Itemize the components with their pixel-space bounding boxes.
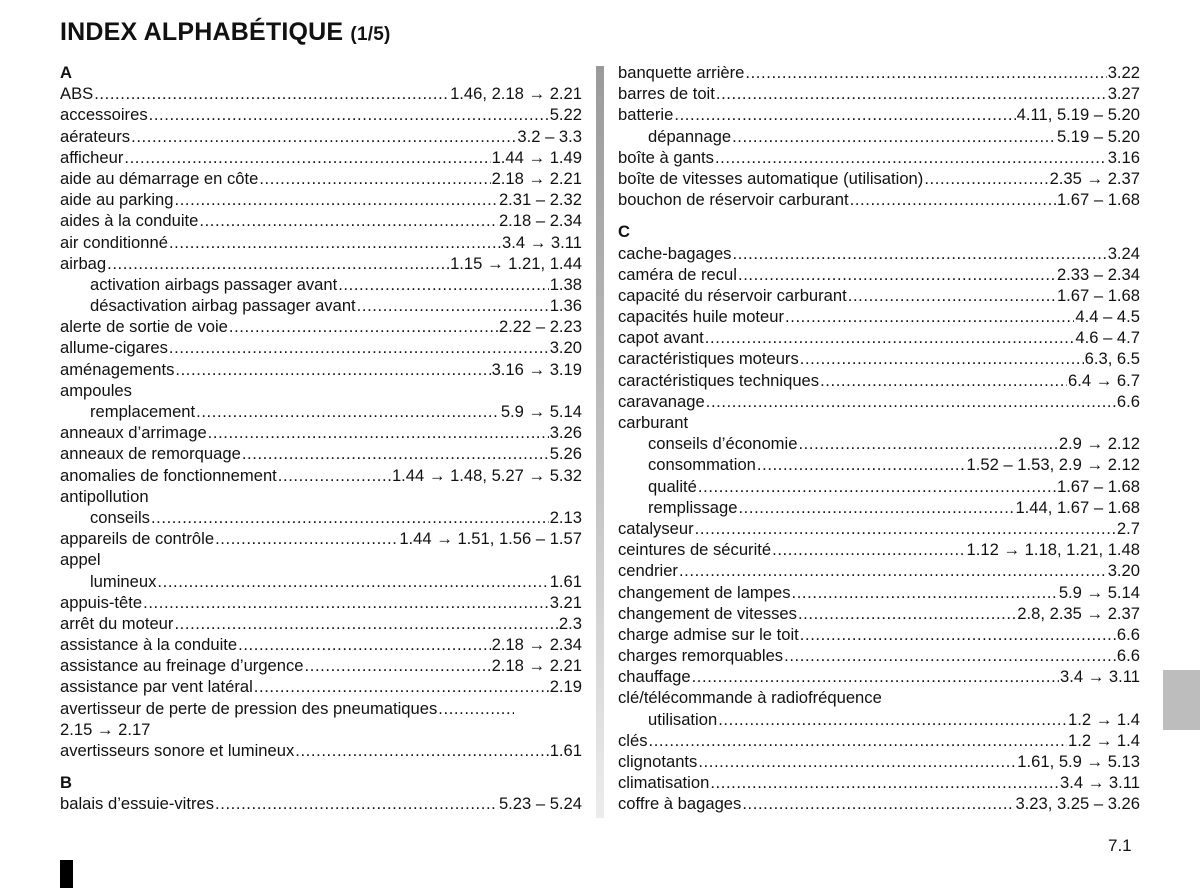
entry-term: conseils (90, 507, 150, 527)
entry-pages: 2.31 – 2.32 (498, 190, 582, 210)
index-subentry (618, 476, 1140, 497)
dot-leader (798, 433, 1057, 454)
entry-pages: 3.20 (1107, 561, 1140, 581)
entry-pages: 1.2 → 1.4 (1068, 730, 1140, 750)
column-divider (596, 66, 604, 818)
dot-leader (94, 83, 449, 104)
entry-term: assistance au freinage d’urgence (60, 656, 304, 676)
entry-pages: 3.20 (549, 338, 582, 358)
entry-term: banquette arrière (618, 63, 745, 82)
entry-pages: 3.16 → 3.19 (491, 359, 582, 379)
dot-leader (278, 465, 391, 486)
entry-pages: 1.67 – 1.68 (1056, 476, 1140, 496)
entry-term: afficheur (60, 147, 124, 167)
entry-pages: 1.15 → 1.21, 1.44 (450, 253, 582, 273)
dot-leader (649, 730, 1068, 751)
entry-term: batterie (618, 105, 674, 125)
index-subentry (60, 295, 582, 316)
entry-pages: 1.44 → 1.49 (491, 147, 582, 167)
dot-leader (745, 62, 1106, 83)
dot-leader (149, 104, 549, 125)
section-letter (60, 62, 582, 83)
entry-pages: 1.67 – 1.68 (1056, 285, 1140, 305)
dot-leader (732, 243, 1106, 264)
entry-pages: 2.9 → 2.12 (1058, 434, 1140, 454)
dot-leader (169, 337, 549, 358)
dot-leader (259, 168, 490, 189)
index-subentry (618, 433, 1140, 454)
index-entry (60, 549, 582, 570)
entry-term: cendrier (618, 561, 678, 581)
dot-leader (174, 613, 557, 634)
index-subentry (618, 126, 1140, 147)
entry-term: climatisation (618, 773, 710, 793)
entry-term: changement de lampes (618, 582, 791, 602)
index-entry (60, 189, 582, 210)
entry-pages: 5.9 → 5.14 (500, 402, 582, 421)
dot-leader (157, 571, 548, 592)
entry-pages: 2.18 → 2.21 (491, 656, 582, 676)
index-entry (60, 422, 582, 443)
index-entry (618, 603, 1140, 624)
entry-pages: 4.11, 5.19 – 5.20 (1016, 105, 1140, 125)
entry-term: allume-cigares (60, 338, 168, 358)
dot-leader (338, 274, 548, 295)
entry-pages: 1.2 → 1.4 (1068, 709, 1140, 729)
entry-pages: 2.22 – 2.23 (498, 317, 582, 337)
index-entry (618, 391, 1140, 412)
dot-leader (196, 401, 500, 422)
dot-leader (208, 422, 549, 443)
dot-leader (848, 285, 1056, 306)
entry-term: charges remorquables (618, 646, 784, 666)
dot-leader (131, 126, 516, 147)
dot-leader (679, 560, 1107, 581)
entry-term: aides à la conduite (60, 211, 199, 231)
entry-term: capacités huile moteur (618, 307, 785, 327)
entry-pages: 1.61, 5.9 → 5.13 (1017, 752, 1140, 771)
index-entry (618, 306, 1140, 327)
entry-term: boîte de vitesses automatique (utilisation) (618, 168, 924, 188)
dot-leader (357, 295, 549, 316)
title-text: INDEX ALPHABÉTIQUE (60, 18, 344, 46)
entry-term: appel (60, 550, 101, 570)
entry-term: anomalies de fonctionnement (60, 465, 277, 485)
dot-leader (438, 698, 514, 719)
dot-leader (792, 582, 1058, 603)
dot-leader (695, 518, 1116, 539)
entry-term: caractéristiques moteurs (618, 349, 799, 369)
entry-pages: 1.44 → 1.48, 5.27 → 5.32 (391, 465, 582, 485)
dot-leader (242, 443, 549, 464)
entry-term: accessoires (60, 105, 148, 125)
index-entry (60, 613, 582, 634)
dot-leader (698, 476, 1056, 497)
index-subentry (60, 401, 582, 422)
index-entry (618, 104, 1140, 125)
dot-leader (305, 655, 491, 676)
entry-term: anneaux d’arrimage (60, 423, 207, 443)
entry-term: aménagements (60, 359, 175, 379)
entry-term: désactivation airbag passager avant (90, 296, 356, 316)
entry-pages: 1.61 (549, 571, 582, 591)
index-subentry (618, 709, 1140, 730)
dot-leader (800, 348, 1084, 369)
index-entry (60, 719, 582, 740)
index-entry (618, 793, 1140, 814)
entry-term: 2.15 → 2.17 (60, 719, 151, 739)
entry-term: arrêt du moteur (60, 613, 174, 633)
index-subentry (60, 507, 582, 528)
entry-term: bouchon de réservoir carburant (618, 190, 849, 210)
dot-leader (738, 264, 1056, 285)
entry-pages: 5.22 (549, 105, 582, 125)
entry-term: boîte à gants (618, 147, 714, 167)
index-entry (60, 793, 582, 814)
entry-pages: 3.21 (549, 592, 582, 612)
index-entry (618, 624, 1140, 645)
entry-term: carburant (618, 413, 689, 432)
index-subentry (618, 497, 1140, 518)
index-entry (618, 62, 1140, 83)
index-entry (60, 147, 582, 168)
index-entry (618, 730, 1140, 751)
index-entry (618, 285, 1140, 306)
dot-leader (124, 147, 490, 168)
page-number: 7.1 (1108, 836, 1132, 855)
entry-pages: 1.36 (549, 296, 582, 316)
entry-pages: 6.6 (1116, 646, 1140, 666)
entry-term: avertisseur de perte de pression des pneumatiques (60, 698, 438, 718)
index-entry (60, 740, 582, 761)
dot-leader (151, 507, 549, 528)
dot-leader (107, 253, 449, 274)
entry-pages: 1.52 – 1.53, 2.9 → 2.12 (966, 455, 1140, 475)
index-entry (60, 634, 582, 655)
entry-term: barres de toit (618, 84, 715, 104)
index-entry (60, 359, 582, 380)
entry-term: antipollution (60, 486, 149, 506)
index-entry (60, 592, 582, 613)
entry-pages: 6.3, 6.5 (1084, 349, 1140, 369)
dot-leader (732, 126, 1056, 147)
dot-leader (820, 370, 1067, 391)
index-entry (60, 698, 582, 719)
entry-pages: 1.67 – 1.68 (1056, 190, 1140, 210)
entry-pages: 6.4 → 6.7 (1068, 370, 1140, 390)
dot-leader (199, 210, 498, 231)
dot-leader (674, 104, 1015, 125)
entry-term: clé/télécommande à radiofréquence (618, 688, 882, 708)
dot-leader (692, 666, 1059, 687)
index-entry (618, 327, 1140, 348)
dot-leader (738, 497, 1014, 518)
index-entry (618, 348, 1140, 369)
index-entry (618, 582, 1140, 603)
entry-pages: 4.4 – 4.5 (1075, 307, 1140, 327)
section-letter-label: A (60, 63, 72, 82)
index-entry (618, 666, 1140, 687)
dot-leader (757, 454, 966, 475)
index-subentry (60, 571, 582, 592)
entry-term: airbag (60, 253, 107, 273)
entry-term: anneaux de remorquage (60, 444, 241, 464)
dot-leader (175, 359, 490, 380)
dot-leader (850, 189, 1056, 210)
dot-leader (143, 592, 549, 613)
index-entry (60, 253, 582, 274)
entry-term: conseils d’économie (648, 434, 798, 454)
entry-pages: 4.6 – 4.7 (1075, 328, 1140, 348)
entry-term: chauffage (618, 667, 691, 687)
entry-term: dépannage (648, 126, 732, 146)
index-entry (60, 443, 582, 464)
index-entry (60, 83, 582, 104)
dot-leader (800, 624, 1116, 645)
index-entry (60, 168, 582, 189)
entry-term: capot avant (618, 328, 704, 348)
index-entry (618, 189, 1140, 210)
section-letter (60, 772, 582, 793)
entry-pages: 3.26 (549, 423, 582, 443)
entry-pages: 5.9 → 5.14 (1058, 582, 1140, 602)
dot-leader (772, 539, 965, 560)
index-entry (618, 264, 1140, 285)
entry-pages: 2.3 (558, 613, 582, 633)
dot-leader (698, 751, 1016, 772)
index-entry (618, 645, 1140, 666)
index-entry (60, 232, 582, 253)
index-subentry (60, 274, 582, 295)
section-gap (60, 761, 582, 772)
index-entry (618, 370, 1140, 391)
entry-term: activation airbags passager avant (90, 274, 338, 294)
entry-term: caractéristiques techniques (618, 370, 820, 390)
index-entry (60, 676, 582, 697)
index-entry (60, 126, 582, 147)
dot-leader (215, 528, 398, 549)
entry-term: catalyseur (618, 518, 694, 538)
entry-term: appuis-tête (60, 592, 143, 612)
index-entry (60, 210, 582, 231)
corner-marker (60, 860, 73, 888)
entry-term: caméra de recul (618, 264, 737, 284)
entry-pages: 1.44, 1.67 – 1.68 (1015, 497, 1140, 517)
entry-pages: 3.16 (1107, 147, 1140, 167)
dot-leader (784, 645, 1116, 666)
entry-term: coffre à bagages (618, 794, 742, 814)
index-subentry (618, 454, 1140, 475)
entry-term: aérateurs (60, 126, 131, 146)
entry-term: charge admise sur le toit (618, 624, 799, 644)
entry-term: qualité (648, 476, 697, 496)
entry-pages: 2.18 → 2.21 (491, 168, 582, 188)
entry-pages: 2.7 (1116, 518, 1140, 538)
entry-term: air conditionné (60, 232, 168, 252)
index-entry (618, 751, 1140, 772)
entry-term: lumineux (90, 571, 157, 591)
dot-leader (710, 772, 1059, 793)
dot-leader (254, 676, 549, 697)
index-column-left (60, 62, 582, 815)
entry-term: changement de vitesses (618, 603, 797, 623)
entry-term: ABS (60, 84, 94, 104)
dot-leader (295, 740, 548, 761)
entry-pages: 5.26 (549, 444, 582, 464)
entry-pages: 2.33 – 2.34 (1056, 264, 1140, 284)
entry-pages: 3.4 → 3.11 (502, 232, 582, 252)
section-letter-label: C (618, 222, 630, 242)
entry-pages: 3.27 (1107, 84, 1140, 104)
entry-term: ceintures de sécurité (618, 540, 772, 560)
dot-leader (785, 306, 1074, 327)
title-part: (1/5) (350, 24, 391, 45)
entry-pages: 2.13 (549, 507, 582, 527)
entry-term: clés (618, 730, 648, 750)
dot-leader (238, 634, 490, 655)
section-letter-label: B (60, 773, 72, 793)
index-entry (60, 528, 582, 549)
entry-term: utilisation (648, 709, 718, 729)
entry-pages: 5.23 – 5.24 (498, 794, 582, 814)
index-entry (618, 412, 1140, 433)
entry-pages: 2.19 (549, 677, 582, 697)
entry-pages: 6.6 (1116, 391, 1140, 411)
dot-leader (715, 147, 1107, 168)
index-entry (618, 147, 1140, 168)
index-entry (60, 104, 582, 125)
entry-pages: 3.24 (1107, 243, 1140, 263)
index-entry (60, 316, 582, 337)
entry-pages: 3.23, 3.25 – 3.26 (1015, 794, 1140, 814)
page-title (60, 18, 391, 47)
index-entry (618, 168, 1140, 189)
entry-term: aide au démarrage en côte (60, 168, 259, 188)
entry-pages: 1.61 (549, 741, 582, 760)
entry-term: caravanage (618, 391, 705, 411)
entry-pages: 2.35 → 2.37 (1049, 168, 1140, 188)
dot-leader (706, 391, 1116, 412)
index-column-right (618, 62, 1140, 815)
index-entry (60, 337, 582, 358)
dot-leader (705, 327, 1075, 348)
dot-leader (174, 189, 497, 210)
entry-pages: 6.6 (1116, 624, 1140, 644)
chapter-tab (1163, 670, 1200, 730)
entry-term: aide au parking (60, 190, 174, 210)
dot-leader (924, 168, 1048, 189)
entry-pages: 3.4 → 3.11 (1060, 773, 1140, 793)
index-entry (618, 518, 1140, 539)
dot-leader (718, 709, 1067, 730)
dot-leader (169, 232, 501, 253)
entry-pages: 2.18 → 2.34 (491, 635, 582, 655)
dot-leader (742, 793, 1014, 814)
entry-term: alerte de sortie de voie (60, 317, 228, 337)
entry-pages: 1.46, 2.18 → 2.21 (450, 84, 582, 104)
entry-pages: 1.38 (549, 274, 582, 294)
index-entry (60, 380, 582, 401)
entry-term: appareils de contrôle (60, 529, 215, 549)
entry-term: clignotants (618, 752, 698, 771)
entry-pages: 3.4 → 3.11 (1060, 667, 1140, 687)
entry-pages: 3.2 – 3.3 (517, 126, 582, 146)
entry-term: cache-bagages (618, 243, 732, 263)
section-letter (618, 221, 1140, 242)
section-gap (618, 210, 1140, 221)
index-entry (618, 83, 1140, 104)
index-entry (618, 243, 1140, 264)
index-entry (618, 687, 1140, 708)
entry-term: avertisseurs sonore et lumineux (60, 741, 295, 760)
index-entry (60, 655, 582, 676)
entry-term: ampoules (60, 380, 132, 400)
dot-leader (798, 603, 1016, 624)
entry-term: remplacement (90, 402, 196, 421)
entry-pages: 2.18 – 2.34 (498, 211, 582, 231)
entry-pages: 5.19 – 5.20 (1056, 126, 1140, 146)
index-entry (618, 539, 1140, 560)
entry-term: balais d’essuie-vitres (60, 794, 215, 814)
entry-term: consommation (648, 455, 756, 475)
entry-pages: 1.12 → 1.18, 1.21, 1.48 (966, 540, 1140, 560)
index-entry (60, 465, 582, 486)
entry-term: capacité du réservoir carburant (618, 285, 847, 305)
entry-pages: 3.22 (1107, 63, 1140, 82)
dot-leader (215, 793, 498, 814)
entry-pages: 1.44 → 1.51, 1.56 – 1.57 (399, 529, 582, 549)
entry-pages: 2.8, 2.35 → 2.37 (1017, 603, 1140, 623)
index-entry (60, 486, 582, 507)
index-entry (618, 772, 1140, 793)
entry-term: remplissage (648, 497, 738, 517)
dot-leader (716, 83, 1107, 104)
index-entry (618, 560, 1140, 581)
dot-leader (229, 316, 498, 337)
entry-term: assistance à la conduite (60, 635, 238, 655)
entry-term: assistance par vent latéral (60, 677, 253, 697)
